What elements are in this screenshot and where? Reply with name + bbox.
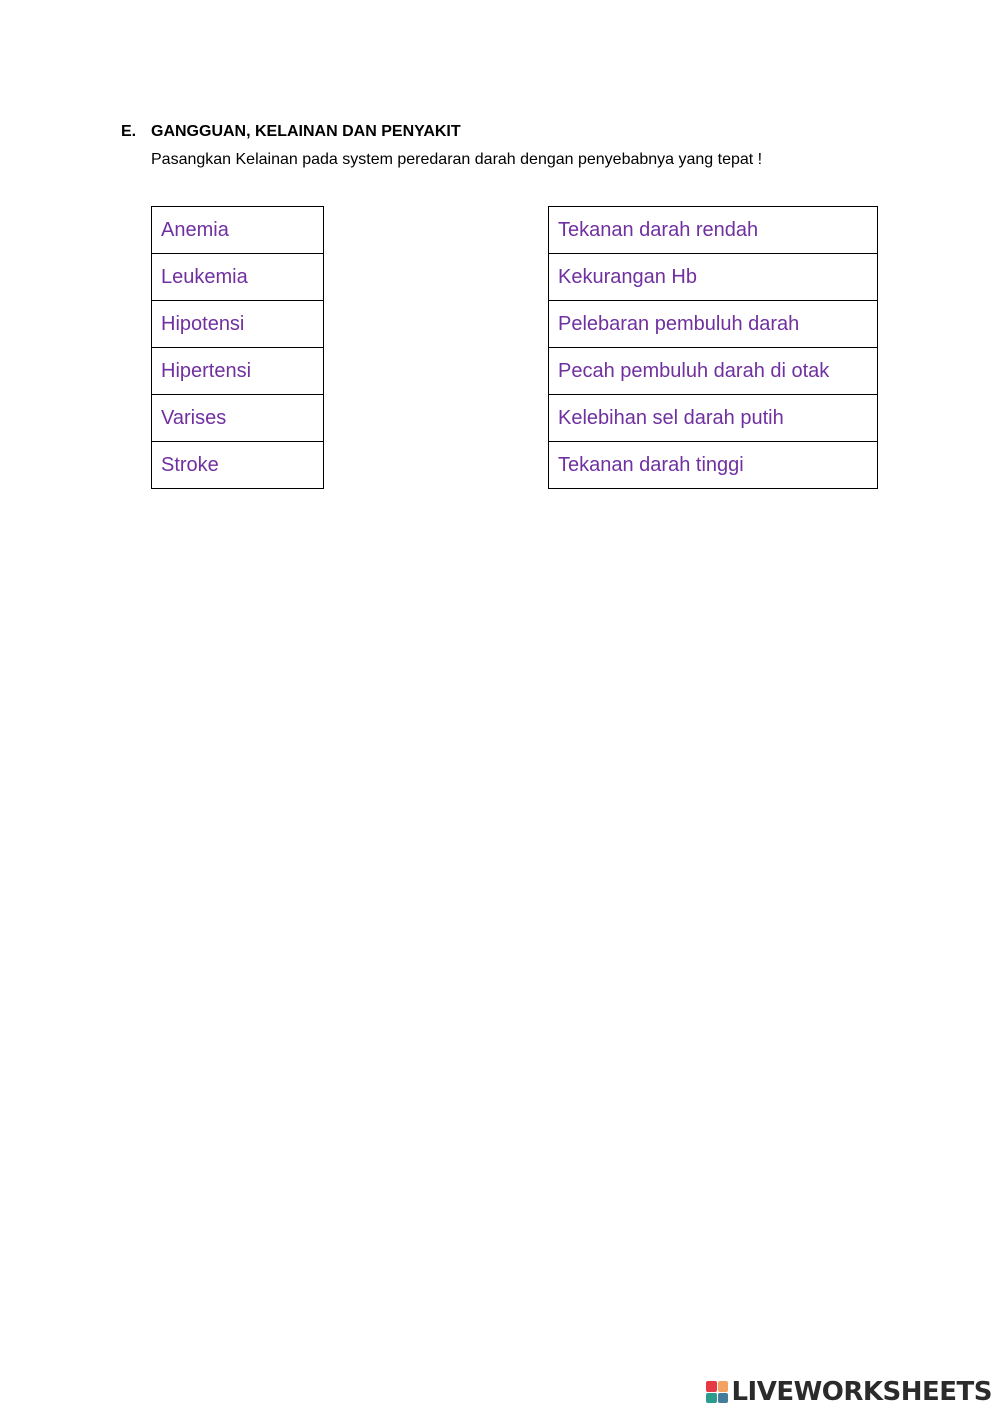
section-letter: E. (121, 123, 137, 140)
table-row (152, 207, 324, 254)
section-heading (121, 123, 461, 141)
table-row (152, 348, 324, 395)
cause-table (548, 206, 878, 489)
table-row (152, 254, 324, 301)
table-row (152, 395, 324, 442)
table-row (152, 301, 324, 348)
table-row (549, 442, 878, 489)
cause-item[interactable]: Kelebihan sel darah putih (549, 395, 878, 442)
instruction-text: Pasangkan Kelainan pada system peredaran darah dengan penyebabnya yang tepat ! (151, 151, 763, 168)
cause-item[interactable]: Pecah pembuluh darah di otak (549, 348, 878, 395)
table-row (549, 207, 878, 254)
disorder-item[interactable]: Hipotensi (152, 301, 324, 348)
disorder-item[interactable]: Hipertensi (152, 348, 324, 395)
brand-text: LIVEWORKSHEETS (731, 1377, 992, 1407)
cause-item[interactable]: Pelebaran pembuluh darah (549, 301, 878, 348)
cause-item[interactable]: Tekanan darah tinggi (549, 442, 878, 489)
table-row (549, 301, 878, 348)
table-row (549, 395, 878, 442)
disorder-item[interactable]: Varises (152, 395, 324, 442)
disorder-item[interactable]: Leukemia (152, 254, 324, 301)
table-row (152, 442, 324, 489)
liveworksheets-logo-icon (706, 1381, 728, 1403)
disorder-item[interactable]: Anemia (152, 207, 324, 254)
table-row (549, 348, 878, 395)
brand-watermark (706, 1377, 992, 1407)
disorder-item[interactable]: Stroke (152, 442, 324, 489)
disorder-table (151, 206, 324, 489)
section-title: GANGGUAN, KELAINAN DAN PENYAKIT (151, 123, 461, 140)
table-row (549, 254, 878, 301)
cause-item[interactable]: Kekurangan Hb (549, 254, 878, 301)
cause-item[interactable]: Tekanan darah rendah (549, 207, 878, 254)
